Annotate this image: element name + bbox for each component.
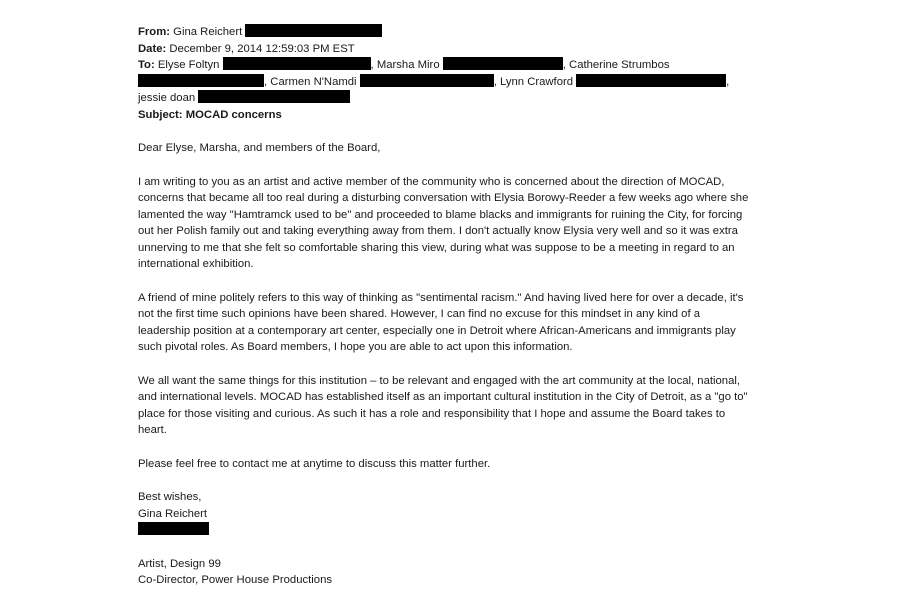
- paragraph-line: A friend of mine politely refers to this way of thinking as "sentimental racism." And having lived here for over a decade, it's: [138, 291, 744, 304]
- to-label: To:: [138, 59, 155, 71]
- comma: ,: [726, 75, 730, 88]
- email-document: [138, 24, 758, 589]
- redacted-block: [138, 522, 209, 535]
- redacted-block: [223, 57, 371, 70]
- recipient-2: Marsha Miro: [376, 59, 440, 71]
- signature-title-2: Co-Director, Power House Productions: [138, 574, 333, 586]
- redacted-block: [576, 74, 726, 87]
- to-line-cont-2: [138, 90, 758, 107]
- paragraph-line: I am writing to you as an artist and active member of the community who is concerned about the direction of MOCAD,: [138, 175, 725, 188]
- paragraph-line: and international levels. MOCAD has established itself as an important cultural institution in the City of Detroit, as a "go to": [138, 391, 748, 403]
- date-line: [138, 41, 758, 58]
- subject-line: [138, 107, 758, 124]
- paragraph-1: [138, 174, 758, 273]
- paragraph-line: not the first time such opinions have been shared. However, I can find no excuse for this mindset in any kind of a: [138, 308, 701, 320]
- recipient-1: Elyse Foltyn: [157, 59, 220, 71]
- signature-redacted: [138, 522, 758, 539]
- recipient-6: jessie doan: [138, 92, 196, 104]
- comma: ,: [493, 75, 497, 88]
- redacted-block: [138, 74, 264, 87]
- recipient-3: Catherine Strumbos: [569, 59, 670, 71]
- redacted-block: [198, 90, 350, 103]
- subject-label: Subject:: [138, 108, 183, 121]
- subject-value: MOCAD concerns: [185, 108, 282, 121]
- paragraph-line: heart.: [138, 424, 167, 436]
- closing: Best wishes,: [138, 491, 202, 503]
- paragraph-2: [138, 290, 758, 356]
- recipient-4: Carmen N'Namdi: [270, 75, 357, 88]
- redacted-block: [443, 57, 563, 70]
- greeting: Dear Elyse, Marsha, and members of the Board,: [138, 142, 381, 154]
- date-label: Date:: [138, 42, 167, 55]
- signature-title-1: Artist, Design 99: [138, 557, 221, 570]
- comma: ,: [370, 59, 374, 71]
- paragraph-line: international exhibition.: [138, 258, 254, 270]
- comma: ,: [562, 59, 566, 71]
- paragraph-line: such pivotal roles. As Board members, I hope you are able to act upon this information.: [138, 341, 573, 353]
- to-line: [138, 57, 758, 74]
- date-value: December 9, 2014 12:59:03 PM EST: [169, 42, 355, 55]
- paragraph-line: unnerving to me that she felt so comfortable sharing this view, during what was suppose to be a meeting in regard to an: [138, 241, 735, 254]
- to-line-cont: [138, 74, 758, 91]
- recipient-5: Lynn Crawford: [499, 75, 574, 88]
- from-line: [138, 24, 758, 41]
- from-name: Gina Reichert: [173, 26, 243, 38]
- paragraph-line: out her Polish family out and taking everything away from them. I don't actually know Elysia very well and so it was extra: [138, 225, 738, 237]
- paragraph-line: concerns that became all too real during a disturbing conversation with Elysia Borowy-Reeder a few weeks ago where she: [138, 192, 749, 204]
- paragraph-line: lamented the way "Hamtramck used to be" and proceeded to blame blacks and immigrants for ruining the City, for forcing: [138, 208, 743, 221]
- paragraph-line: leadership position at a contemporary art center, especially one in Detroit where African-Americans and immigrants play: [138, 324, 736, 337]
- redacted-block: [360, 74, 494, 87]
- comma: ,: [264, 75, 268, 88]
- paragraph-4: Please feel free to contact me at anytime to discuss this matter further.: [138, 457, 491, 470]
- paragraph-line: place for those visiting and curious. As such it has a role and responsibility that I hope and assume the Board takes to: [138, 407, 726, 420]
- paragraph-line: We all want the same things for this institution – to be relevant and engaged with the art community at the local, national,: [138, 374, 741, 387]
- paragraph-3: [138, 373, 758, 439]
- signature-name: Gina Reichert: [138, 507, 208, 520]
- redacted-block: [245, 24, 382, 37]
- from-label: From:: [138, 26, 171, 38]
